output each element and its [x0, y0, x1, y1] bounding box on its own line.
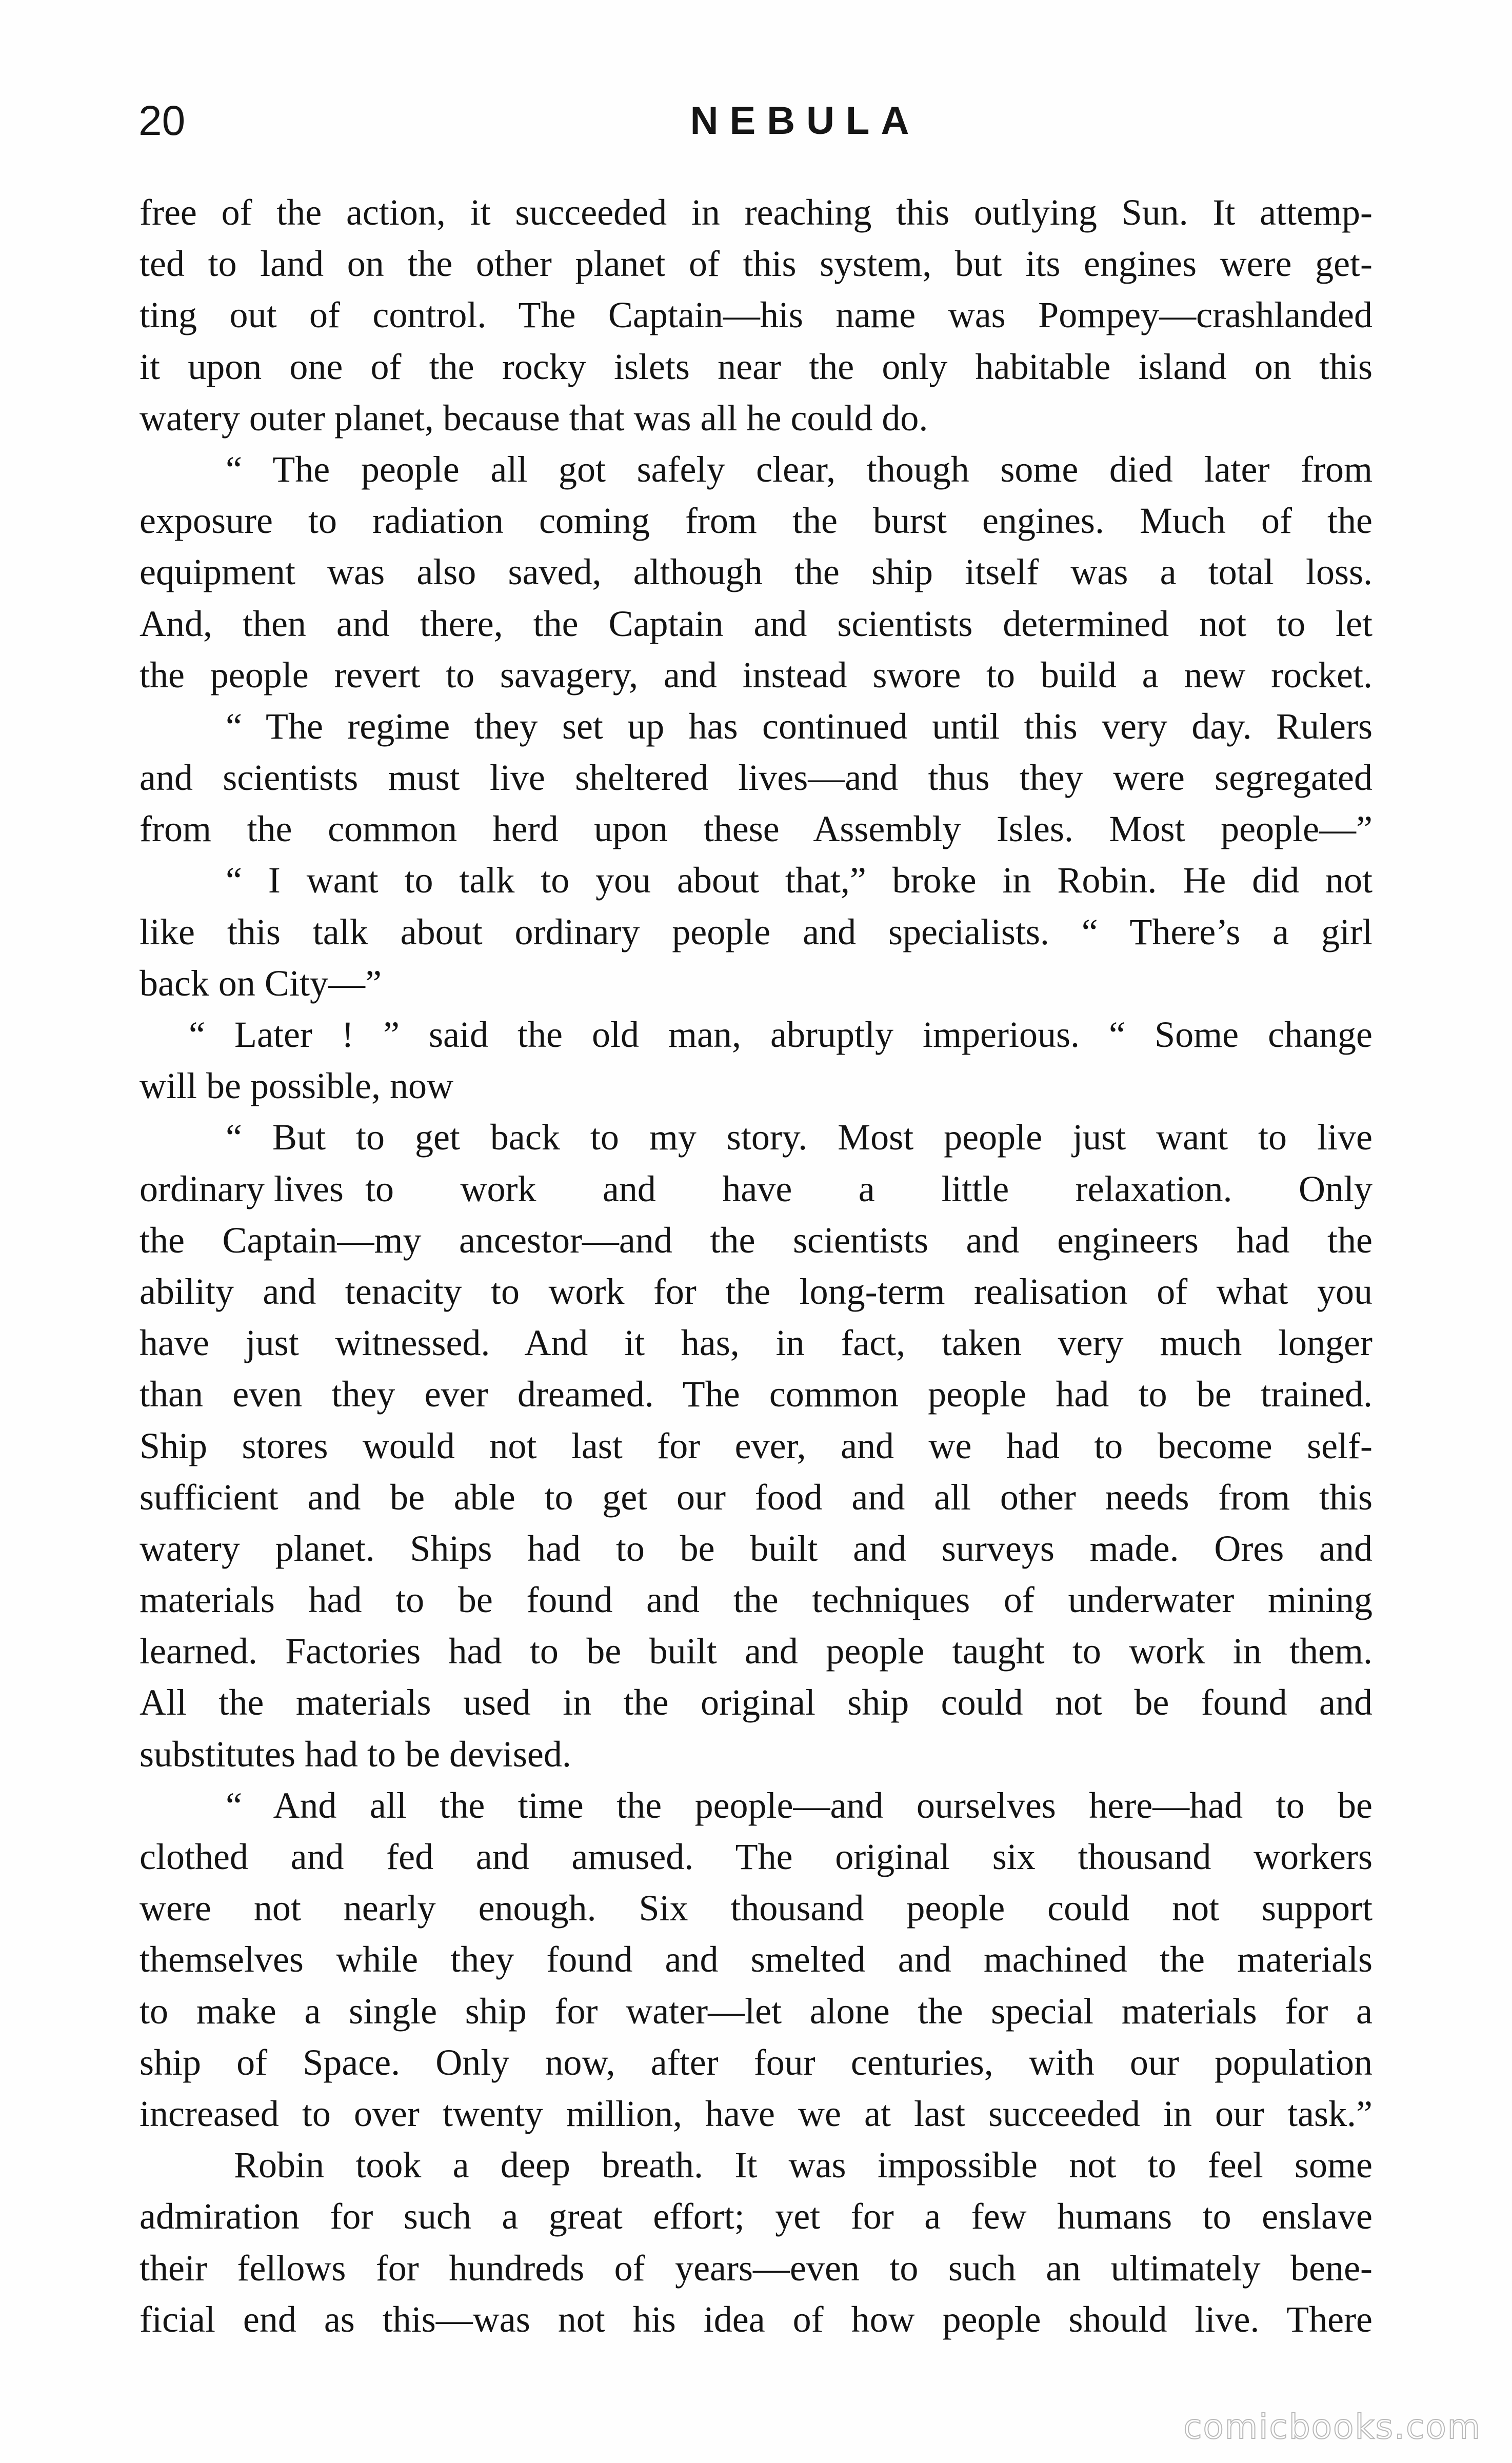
- text-line: their fellows for hundreds of years—even to such an ultimately bene-: [140, 2247, 1372, 2289]
- text-line: And, then and there, the Captain and scientists determined not to let: [140, 603, 1372, 644]
- text-line: like this talk about ordinary people and specialists. “ There’s a girl: [140, 911, 1372, 952]
- text-line: [140, 1163, 1372, 1215]
- text-line: back on City—”: [140, 962, 382, 1004]
- body-text: [140, 187, 1372, 2345]
- text-line: themselves while they found and smelted and machined the materials: [140, 1939, 1372, 1980]
- text-line: exposure to radiation coming from the burst engines. Much of the: [140, 500, 1372, 542]
- page-number: 20: [138, 97, 186, 144]
- text-line: equipment was also saved, although the ship itself was a total loss.: [140, 551, 1372, 593]
- text-line: “ The regime they set up has continued until this very day. Rulers: [226, 705, 1372, 747]
- text-line: “ The people all got safely clear, though some died later from: [226, 448, 1372, 490]
- text-line: All the materials used in the original ship could not be found and: [140, 1682, 1372, 1723]
- text-line: have just witnessed. And it has, in fact, taken very much longer: [140, 1322, 1372, 1364]
- text-line: “ And all the time the people—and ourselves here—had to be: [226, 1784, 1372, 1826]
- text-line: the people revert to savagery, and instead swore to build a new rocket.: [140, 654, 1372, 696]
- text-segment: ordinary lives: [140, 1168, 344, 1209]
- text-line: it upon one of the rocky islets near the only habitable island on this: [140, 346, 1372, 387]
- text-line: from the common herd upon these Assembly Isles. Most people—”: [140, 808, 1372, 850]
- text-line: substitutes had to be devised.: [140, 1733, 571, 1775]
- text-line: and scientists must live sheltered lives—and thus they were segregated: [140, 757, 1372, 799]
- text-line: ficial end as this—was not his idea of how people should live. There: [140, 2298, 1372, 2340]
- watermark: comicbooks.com: [1183, 2407, 1481, 2447]
- text-segment: to work and have a little relaxation. Only: [365, 1168, 1372, 1209]
- text-line: admiration for such a great effort; yet for a few humans to enslave: [140, 2196, 1372, 2237]
- text-line: ship of Space. Only now, after four centuries, with our population: [140, 2041, 1372, 2083]
- text-line: the Captain—my ancestor—and the scientists and engineers had the: [140, 1219, 1372, 1261]
- text-line: ted to land on the other planet of this system, but its engines were get-: [140, 243, 1372, 285]
- text-line: than even they ever dreamed. The common people had to be trained.: [140, 1374, 1372, 1415]
- text-line: Robin took a deep breath. It was impossible not to feel some: [234, 2144, 1372, 2186]
- text-line: were not nearly enough. Six thousand people could not support: [140, 1888, 1372, 1929]
- text-line: free of the action, it succeeded in reaching this outlying Sun. It attemp-: [140, 192, 1372, 233]
- text-line: increased to over twenty million, have we at last succeeded in our task.”: [140, 2093, 1372, 2134]
- text-line: “ Later ! ” said the old man, abruptly imperious. “ Some change: [189, 1014, 1372, 1055]
- text-line: materials had to be found and the techniques of underwater mining: [140, 1579, 1372, 1621]
- text-line: “ I want to talk to you about that,” broke in Robin. He did not: [226, 860, 1372, 901]
- text-line: watery outer planet, because that was all he could do.: [140, 397, 928, 439]
- text-line: Ship stores would not last for ever, and we had to become self-: [140, 1425, 1372, 1466]
- text-line: clothed and fed and amused. The original six thousand workers: [140, 1836, 1372, 1877]
- running-head: NEBULA: [690, 99, 921, 143]
- text-line: will be possible, now: [140, 1065, 453, 1107]
- text-line: sufficient and be able to get our food and all other needs from this: [140, 1476, 1372, 1518]
- text-line: watery planet. Ships had to be built and surveys made. Ores and: [140, 1527, 1372, 1569]
- text-line: “ But to get back to my story. Most people just want to live: [226, 1117, 1372, 1158]
- page-header: [138, 95, 1374, 152]
- text-line: learned. Factories had to be built and people taught to work in them.: [140, 1631, 1372, 1672]
- text-line: ting out of control. The Captain—his name was Pompey—crashlanded: [140, 294, 1372, 336]
- text-line: ability and tenacity to work for the long-term realisation of what you: [140, 1270, 1372, 1312]
- text-line: to make a single ship for water—let alone the special materials for a: [140, 1990, 1372, 2032]
